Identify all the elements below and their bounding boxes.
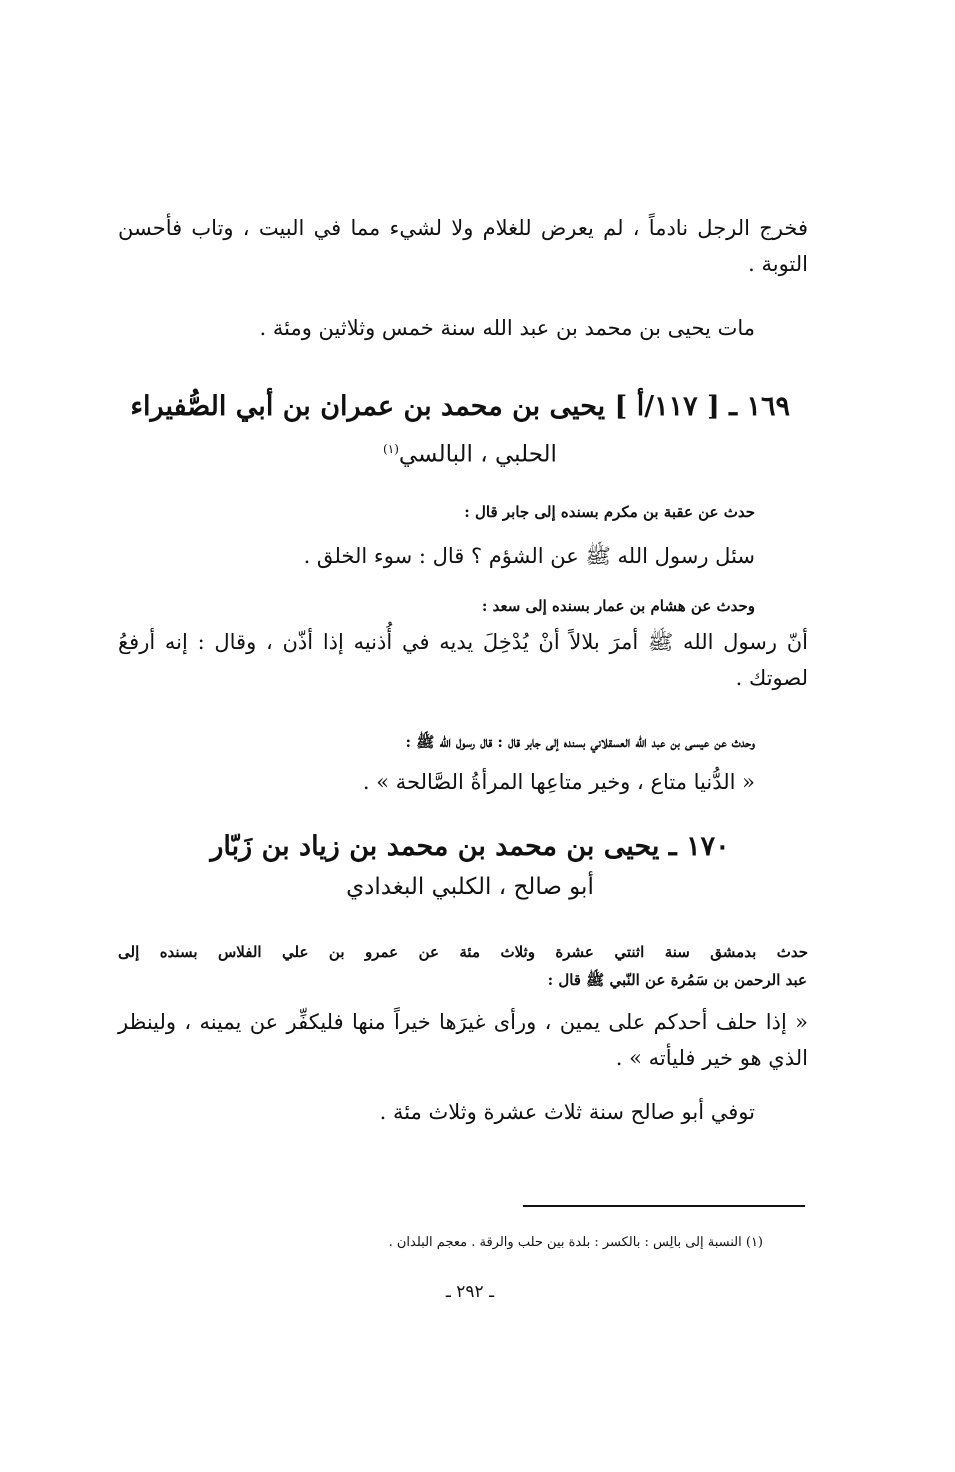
paragraph-death-abu-salih: توفي أبو صالح سنة ثلاث عشرة وثلاث مئة . bbox=[379, 1100, 755, 1124]
footnote-1: (١) النسبة إلى بالِس : بالكسر : بلدة بين حلب والرقة . معجم البلدان . bbox=[388, 1235, 763, 1250]
entry-169-nisba: الحلبي ، البالسي bbox=[398, 441, 557, 468]
hadith-4-intro-line-1: حدث بدمشق سنة اثنتي عشرة وثلاث مئة عن عمرو بن علي الفلاس بسنده إلى bbox=[118, 943, 808, 961]
hadith-2-text: أنّ رسول الله ﷺ أمرَ بلالاً أنْ يُدْخِلَ يديه في أُذنيه إذا أذّن ، وقال : إنه أرفعُ لصوتك . bbox=[118, 630, 808, 690]
hadith-4-intro-line-2: عبد الرحمن بن سَمُرة عن النّبي ﷺ قال : bbox=[547, 971, 807, 989]
footnote-marker: (١) bbox=[383, 442, 399, 456]
entry-169-subheading bbox=[150, 432, 790, 472]
hadith-1-text: سئل رسول الله ﷺ عن الشؤم ؟ قال : سوء الخلق . bbox=[303, 544, 755, 568]
entry-169-heading: ١٦٩ ـ [ ١١٧/أ ] يحيى بن محمد بن عمران بن أبي الصُّفيراء bbox=[130, 391, 790, 422]
hadith-3-text: « الدُّنيا متاع ، وخير متاعِها المرأةُ الصَّالحة » . bbox=[362, 770, 755, 794]
paragraph-death-yahya: مات يحيى بن محمد بن عبد الله سنة خمس وثلاثين ومئة . bbox=[259, 316, 755, 340]
hadith-2-intro: وحدث عن هشام بن عمار بسنده إلى سعد : bbox=[481, 597, 755, 615]
hadith-1-intro: حدث عن عقبة بن مكرم بسنده إلى جابر قال : bbox=[464, 503, 755, 521]
paragraph-repentance: فخرج الرجل نادماً ، لم يعرض للغلام ولا لشيء مما في البيت ، وتاب فأحسن التوبة . bbox=[118, 216, 808, 276]
entry-170-heading: ١٧٠ ـ يحيى بن محمد بن محمد بن زياد بن زَبّار bbox=[210, 831, 730, 862]
footnote-divider bbox=[523, 1205, 805, 1207]
hadith-3-intro: وحدث عن عيسى بن عبد الله العسقلاني بسنده إلى جابر قال : قال رسول الله ﷺ : bbox=[405, 733, 755, 751]
entry-170-subheading: أبو صالح ، الكلبي البغدادي bbox=[346, 874, 594, 900]
page-number: ـ ٢٩٢ ـ bbox=[445, 1282, 495, 1302]
hadith-4-text: « إذا حلف أحدكم على يمين ، ورأى غيرَها خيراً منها فليكفِّر عن يمينه ، ولينظر الذي هو خير فليأته » . bbox=[118, 1010, 808, 1070]
